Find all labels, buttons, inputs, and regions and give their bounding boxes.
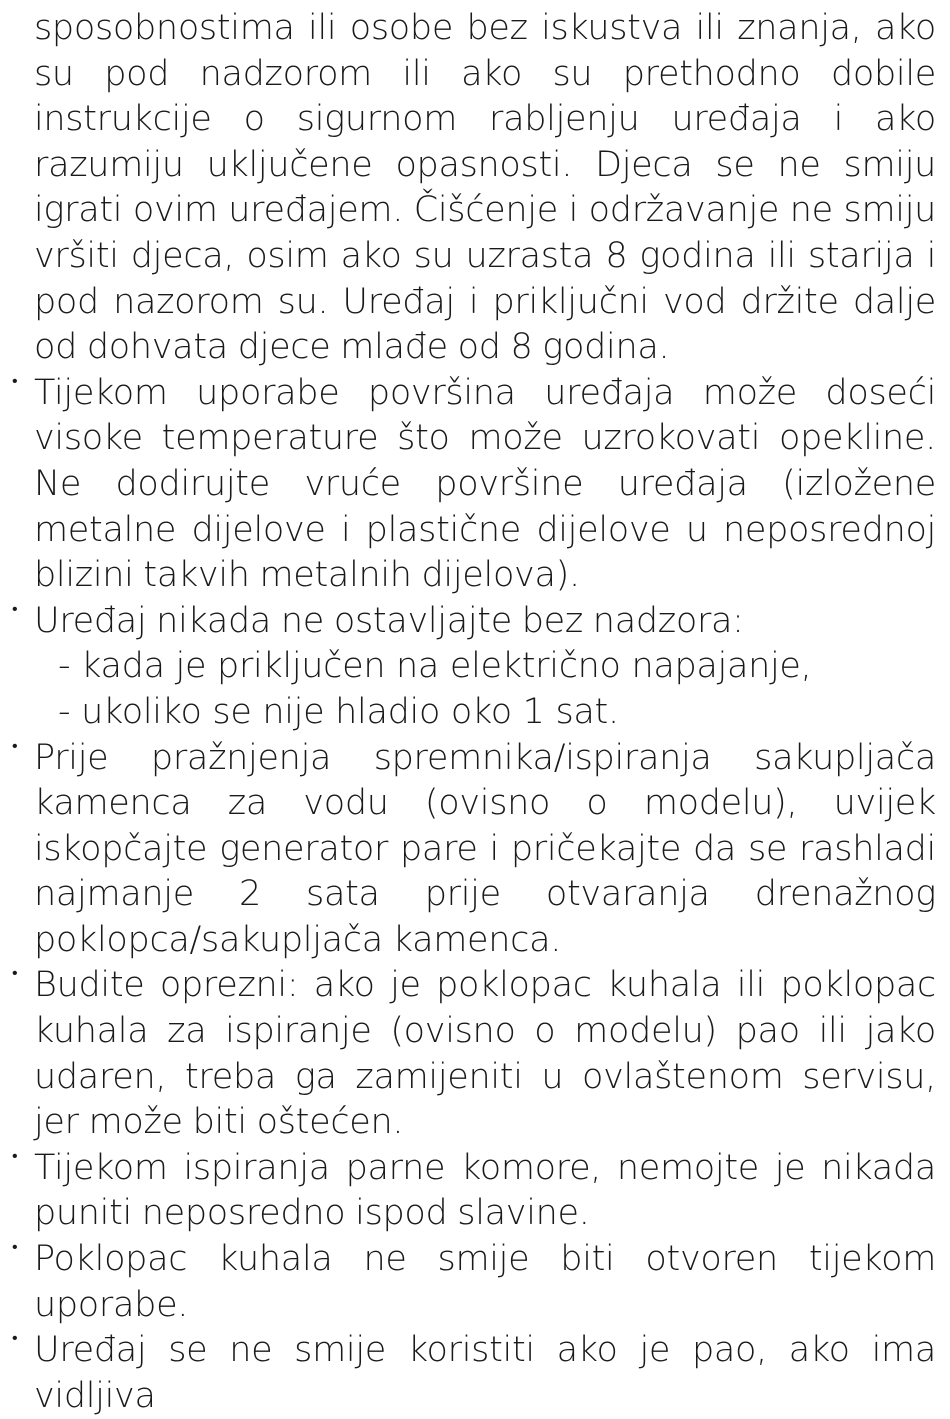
sub-item: - ukoliko se nije hladio oko 1 sat. xyxy=(58,691,619,732)
list-item-text: Tijekom uporabe površina uređaja može doseći visoke temperature što može uzrokovati opekline. Ne dodirujte vruće površine uređaja (izložene metalne dijelove i plastične dijelove u neposrednoj blizini takvih metalnih dijelova). xyxy=(34,372,936,596)
bullet-icon: • xyxy=(12,1237,18,1257)
list-item-text: Poklopac kuhala ne smije biti otvoren tijekom uporabe. xyxy=(34,1239,936,1325)
bullet-icon: • xyxy=(12,370,18,390)
list-item-text: Tijekom ispiranja parne komore, nemojte je nikada puniti neposredno ispod slavine. xyxy=(34,1147,936,1234)
list-item-text: Prije pražnjenja spremnika/ispiranja sakupljača kamenca za vodu (ovisno o modelu), uvijek iskopčajte generator pare i pričekajte da se rashladi najmanje 2 sata prije otvaranja drenažnog poklopca/sakupljača kamenca. xyxy=(34,737,936,960)
bullet-icon: • xyxy=(12,1145,18,1165)
bullet-icon: • xyxy=(12,1328,18,1348)
list-item-no-unattended xyxy=(12,599,936,736)
list-item-emptying-tank xyxy=(12,736,936,964)
list-item-rinsing-chamber xyxy=(12,1146,936,1237)
list-item-text: Uređaj se ne smije koristiti ako je pao, ako ima vidljiva xyxy=(34,1330,936,1416)
continuation-paragraph: sposobnostima ili osobe bez iskustva ili znanja, ako su pod nadzorom ili ako su prethodno dobile instrukcije o sigurnom rabljenju uređaja i ako razumiju uključene opasnosti. Djeca se ne smiju igrati ovim uređajem. Čišćenje i održavanje ne smiju vršiti djeca, osim ako su uzrasta 8 godina ili starija i pod nazorom su. Uređaj i priključni vod držite dalje od dohvata djece mlađe od 8 godina. xyxy=(34,8,936,368)
list-item-hot-surfaces xyxy=(12,371,936,599)
bullet-icon: • xyxy=(12,598,18,618)
list-item-text: Uređaj nikada ne ostavljajte bez nadzora: xyxy=(34,600,744,641)
list-item-dropped-device xyxy=(12,1328,936,1419)
bullet-icon: • xyxy=(12,735,18,755)
sub-item: - kada je priključen na električno napajanje, xyxy=(58,646,812,687)
list-item-lid-damage xyxy=(12,963,936,1145)
bullet-icon: • xyxy=(12,963,18,983)
list-item-lid-closed xyxy=(12,1237,936,1328)
list-item-text: Budite oprezni: ako je poklopac kuhala ili poklopac kuhala za ispiranje (ovisno o modelu) pao ili jako udaren, treba ga zamijeniti u ovlaštenom servisu, jer može biti oštećen. xyxy=(34,965,936,1143)
